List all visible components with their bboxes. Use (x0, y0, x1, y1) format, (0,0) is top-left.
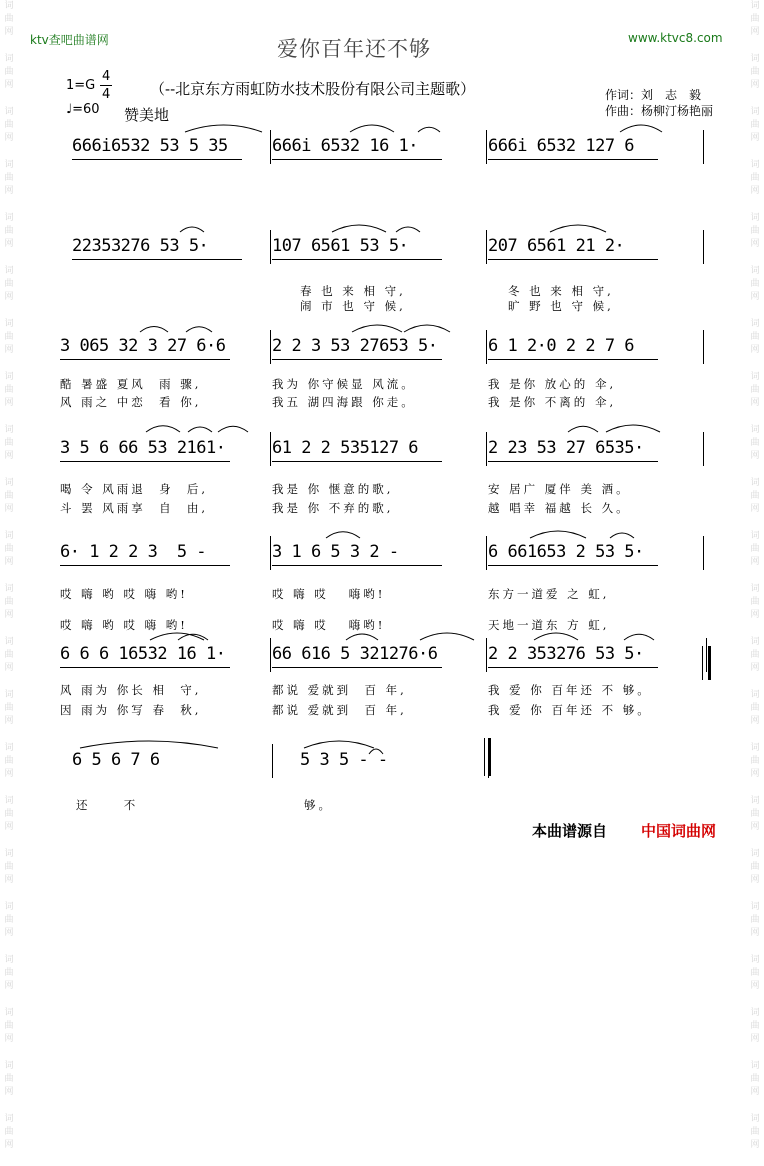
song-title: 爱你百年还不够 (277, 37, 431, 61)
slur (550, 225, 606, 232)
slur (420, 633, 474, 640)
slur (610, 533, 634, 538)
style-mark: 赞美地 (124, 106, 170, 124)
slur (304, 741, 374, 748)
note-group: 6 1 2·0 2 2 7 6 (488, 336, 635, 356)
slur (332, 225, 386, 232)
slur (180, 227, 204, 232)
lyric-line: 我五 湖四海跟 你走。 (272, 395, 416, 409)
lyric-line: 哎 嗨 哟 哎 嗨 哟! (60, 618, 188, 632)
slur (185, 125, 262, 132)
lyric-line: 旷 野 也 守 候, (508, 299, 614, 313)
slur (624, 634, 654, 640)
lyric-line: 斗 罢 风雨享 自 由, (60, 501, 209, 515)
lyric-line: 还 不 (76, 798, 139, 812)
lyric-line: 东方一道爱 之 虹, (488, 587, 610, 601)
key-signature: 1=G (66, 78, 96, 93)
lyric-line: 我 是你 放心的 伞, (488, 377, 617, 391)
slur (80, 741, 218, 748)
note-group: 666i 6532 16 1· (272, 136, 419, 156)
lyric-line: 我 是你 不离的 伞, (488, 395, 617, 409)
note-group: 5 3 5 - - (300, 750, 388, 770)
composer: 作曲：杨柳汀杨艳丽 (605, 104, 714, 118)
lyric-line: 风 雨之 中恋 看 你, (60, 395, 202, 409)
lyric-line: 我是 你 惬意的歌, (272, 482, 394, 496)
lyric-line: 闹 市 也 守 候, (300, 299, 406, 313)
lyric-line: 我为 你守候显 风流。 (272, 377, 416, 391)
slur (606, 425, 660, 432)
fermata-icon (369, 749, 383, 754)
note-group: 6 6 6 16532 16 1· (60, 644, 226, 664)
lyric-line: 春 也 来 相 守, (300, 284, 406, 298)
time-sig-num: 4 (102, 69, 111, 84)
slur (352, 325, 402, 332)
lyric-line: 冬 也 来 相 守, (508, 284, 614, 298)
slur (396, 227, 420, 232)
note-group: 3 1 6 5 3 2 - (272, 542, 399, 562)
slur (188, 427, 212, 432)
slur (404, 325, 450, 332)
note-group: 6 661653 2 53 5· (488, 542, 644, 562)
slur (346, 634, 378, 640)
note-group: 22353276 53 5· (72, 236, 209, 256)
side-watermark-left: 词 曲 网 词 曲 网 词 曲 网 词 曲 网 词 曲 网 词 曲 网 词 曲 网 词 曲 网 词 曲 网 词 曲 网 词 曲 网 词 曲 网 词 曲 网 词 曲 网 词 曲 网 词 曲 网 词 曲 网 词 曲 网 词 曲 网 词 曲 网 词 曲 网 词 曲 网 (4, 1, 14, 1150)
lyric-line: 哎 嗨 哎 嗨哟! (272, 618, 386, 632)
slur (146, 426, 180, 432)
note-group: 666i 6532 127 6 (488, 136, 635, 156)
lyric-line: 都说 爱就到 百 年, (272, 703, 407, 717)
lyric-line: 越 唱幸 福越 长 久。 (488, 501, 631, 515)
lyric-line: 我 爱 你 百年还 不 够。 (488, 683, 652, 697)
lyric-line: 安 居广 厦伴 美 酒。 (488, 482, 631, 496)
slur (186, 327, 212, 332)
note-group: 2 23 53 27 6535· (488, 438, 644, 458)
site-name-left: ktv查吧曲谱网 (30, 33, 109, 47)
note-group: 3 5 6 66 53 2161· (60, 438, 226, 458)
lyric-line: 天地一道东 方 虹, (488, 618, 610, 632)
lyric-line: 我是 你 不弃的歌, (272, 501, 394, 515)
lyric-line: 我 爱 你 百年还 不 够。 (488, 703, 652, 717)
note-group: 6 5 6 7 6 (72, 750, 160, 770)
lyric-line: 因 雨为 你写 春 秋, (60, 703, 202, 717)
note-group: 2 2 3 53 27653 5· (272, 336, 438, 356)
slur (350, 125, 394, 132)
lyric-line: 喝 令 风雨退 身 后, (60, 482, 209, 496)
slur (140, 327, 168, 333)
note-group: 3 065 32 3 27 6·6 (60, 336, 226, 356)
footer-site-name: 中国词曲网 (641, 822, 717, 840)
lyricist: 作词：刘 志 毅 (605, 88, 702, 102)
lyric-line: 酷 暑盛 夏风 雨 骤, (60, 377, 202, 391)
slur (620, 125, 662, 132)
lyric-line: 哎 嗨 哎 嗨哟! (272, 587, 386, 601)
slur (326, 532, 360, 538)
slur (418, 127, 440, 132)
lyric-line: 都说 爱就到 百 年, (272, 683, 407, 697)
slur (218, 426, 248, 432)
note-group: 666i6532 53 5 35 (72, 136, 228, 156)
note-group: 207 6561 21 2· (488, 236, 625, 256)
lyric-line: 风 雨为 你长 相 守, (60, 683, 202, 697)
subtitle: （--北京东方雨虹防水技术股份有限公司主题歌） (150, 80, 476, 98)
note-group: 2 2 353276 53 5· (488, 644, 644, 664)
lyric-line: 够。 (304, 798, 333, 812)
site-url-right: www.ktvc8.com (628, 31, 723, 45)
side-watermark-right: 词 曲 网 词 曲 网 词 曲 网 词 曲 网 词 曲 网 词 曲 网 词 曲 网 词 曲 网 词 曲 网 词 曲 网 词 曲 网 词 曲 网 词 曲 网 词 曲 网 词 曲 网 词 曲 网 词 曲 网 词 曲 网 词 曲 网 词 曲 网 词 曲 网 词 曲 网 (750, 1, 760, 1150)
note-group: 6· 1 2 2 3 5 - (60, 542, 207, 562)
time-sig-den: 4 (102, 87, 111, 102)
tempo-mark: ♩=60 (66, 102, 100, 117)
slur (530, 531, 586, 538)
note-group: 107 6561 53 5· (272, 236, 409, 256)
note-group: 61 2 2 535127 6 (272, 438, 419, 458)
footer-source-label: 本曲谱源自 (532, 822, 608, 840)
slur (534, 633, 578, 640)
note-group: 66 616 5 321276·6 (272, 644, 438, 664)
slur (568, 426, 598, 432)
lyric-line: 哎 嗨 哟 哎 嗨 哟! (60, 587, 188, 601)
